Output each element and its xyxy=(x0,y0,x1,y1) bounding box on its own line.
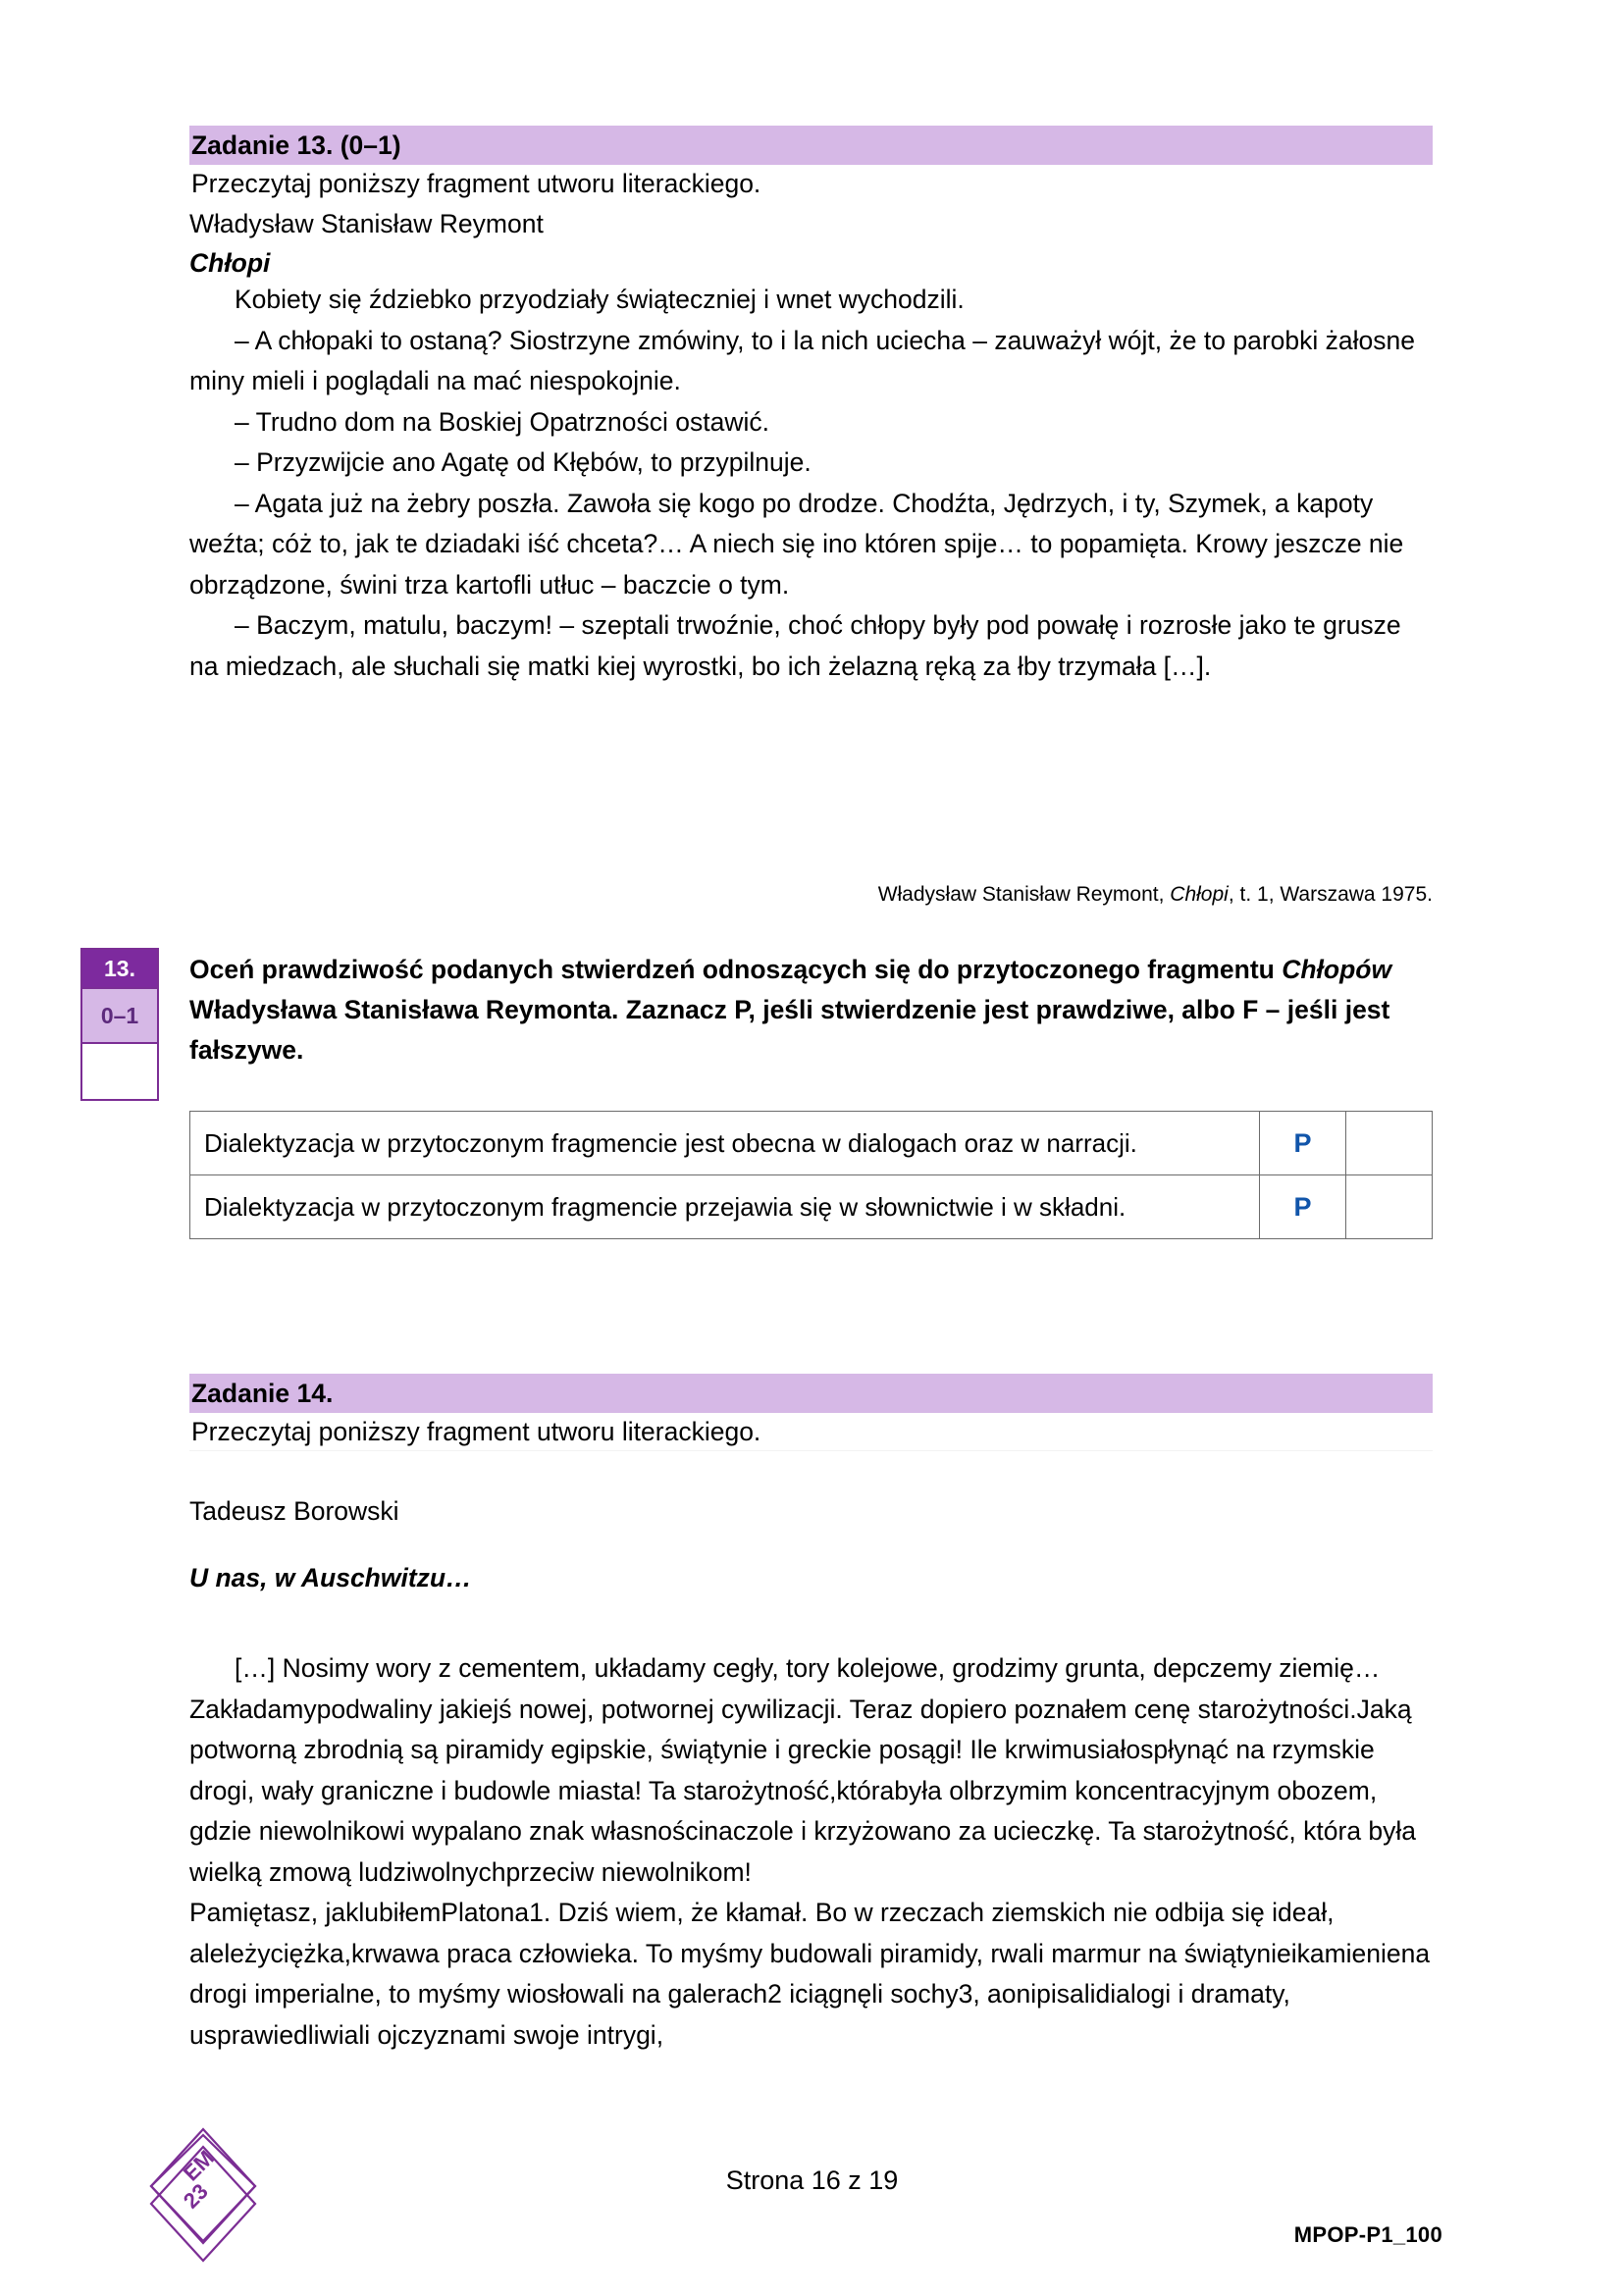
statement-cell: Dialektyzacja w przytoczonym fragmencie przejawia się w słownictwie i w składni. xyxy=(190,1175,1260,1239)
task-13-literary-header xyxy=(189,204,1433,283)
task-14-section xyxy=(189,1374,1433,1451)
answer-cell-false[interactable] xyxy=(1346,1112,1433,1175)
passage-line: – A chłopaki to ostaną? Siostrzyne zmówiny, to i la nich uciecha – zauważył wójt, że to parobki żałosne miny mieli i poglądali na mać niespokojnie. xyxy=(189,325,1415,395)
command-text-part1: Oceń prawdziwość podanych stwierdzeń odnoszących się do przytoczonego fragmentu xyxy=(189,955,1283,984)
sheet-code: MPOP-P1_100 xyxy=(1293,2222,1442,2247)
task-13-work-title: Chłopi xyxy=(189,248,271,278)
true-false-table xyxy=(189,1111,1433,1239)
score-box-blank[interactable] xyxy=(82,1044,157,1099)
divider xyxy=(189,1450,1433,1451)
page-footer xyxy=(0,2124,1624,2296)
passage-line: […] Nosimy wory z cementem, układamy cegły, tory kolejowe, grodzimy grunta, depczemy ziemię… Zakładamypodwaliny jakiejś nowej, potwornej cywilizacji. Teraz dopiero poznałem cenę starożytności.Jaką potworną zbrodnią są piramidy egipskie, świątynie i greckie posągi! Ile krwimusiałospłynąć na rzymskie drogi, wały graniczne i budowle miasta! Ta starożytność,którabyła olbrzymim koncentracyjnym obozem, gdzie niewolnikowi wypalano znak własnościnaczole i krzyżowano za ucieczkę. Ta starożytność, która była wielką zmową ludziwolnychprzeciw niewolnikom! xyxy=(189,1653,1417,1887)
task-14-banner: Zadanie 14. xyxy=(189,1374,1433,1413)
passage-line: – Baczym, matulu, baczym! – szeptali trwoźnie, choć chłopy były pod powałę i rozrosłe jako te grusze na miedzach, ale słuchali się matki kiej wyrostki, bo ich żelazną ręką za łby trzymała […]. xyxy=(189,610,1401,681)
passage-line: Pamiętasz, jaklubiłemPlatona1. Dziś wiem, że kłamał. Bo w rzeczach ziemskich nie odbija się ideał, aleleżyciężka,krwawa praca człowieka. To myśmy budowali piramidy, rwali marmur na świątynieikamieniena drogi imperialne, to myśmy wiosłowali na galerach2 iciągnęli sochy3, aonipisalidialogi i dramaty, usprawiedliwiali ojczyznami swoje intrygi, xyxy=(189,1898,1431,2050)
command-work-title: Chłopów xyxy=(1282,955,1392,984)
source-publication: , t. 1, Warszawa 1975. xyxy=(1228,883,1433,906)
passage-line: – Agata już na żebry poszła. Zawoła się kogo po drodze. Chodźta, Jędrzych, i ty, Szymek, a kapoty weźta; cóż to, jak te dziadaki iść chceta?… A niech się ino któren spije… to popamięta. Krowy jeszcze nie obrządzone, świni trza kartofli utłuc – baczcie o tym. xyxy=(189,488,1404,600)
score-box-range: 0–1 xyxy=(82,987,157,1044)
task-14-instruction: Przeczytaj poniższy fragment utworu literackiego. xyxy=(191,1417,761,1446)
task-13-answer-table-wrap xyxy=(189,1111,1433,1239)
task-14-passage xyxy=(189,1648,1433,2056)
task-14-work-title: U nas, w Auschwitzu… xyxy=(189,1563,472,1592)
score-box-number: 13. xyxy=(82,950,157,987)
svg-text:EM: EM xyxy=(178,2145,219,2186)
task-14-title-wrap xyxy=(189,1558,1433,1597)
task-13-section xyxy=(189,126,1433,202)
answer-cell-true[interactable]: P xyxy=(1260,1175,1346,1239)
table-row xyxy=(190,1112,1433,1175)
answer-cell-false[interactable] xyxy=(1346,1175,1433,1239)
statement-cell: Dialektyzacja w przytoczonym fragmencie jest obecna w dialogach oraz w narracji. xyxy=(190,1112,1260,1175)
task-13-banner: Zadanie 13. (0–1) xyxy=(189,126,1433,165)
passage-line: Kobiety się ździebko przyodziały świąteczniej i wnet wychodzili. xyxy=(235,285,965,314)
source-author: Władysław Stanisław Reymont, xyxy=(877,883,1171,906)
passage-line: – Przyzwijcie ano Agatę od Kłębów, to przypilnuje. xyxy=(235,447,812,477)
task-13-command xyxy=(189,950,1406,1070)
page-number: Strona 16 z 19 xyxy=(725,2166,899,2195)
svg-text:23: 23 xyxy=(178,2178,213,2214)
table-row xyxy=(190,1175,1433,1239)
task-14-author-wrap xyxy=(189,1491,1433,1531)
source-title: Chłopi xyxy=(1170,883,1229,906)
answer-cell-true[interactable]: P xyxy=(1260,1112,1346,1175)
task-13-author: Władysław Stanisław Reymont xyxy=(189,209,544,238)
score-box-13 xyxy=(80,948,159,1101)
command-text-part2: Władysława Stanisława Reymonta. Zaznacz P, jeśli stwierdzenie jest prawdziwe, albo F – jeśli jest fałszywe. xyxy=(189,995,1390,1065)
task-13-source xyxy=(189,880,1433,910)
task-13-instruction: Przeczytaj poniższy fragment utworu literackiego. xyxy=(191,169,761,198)
task-13-passage xyxy=(189,280,1433,687)
task-14-author: Tadeusz Borowski xyxy=(189,1496,399,1526)
passage-line: – Trudno dom na Boskiej Opatrzności ostawić. xyxy=(235,406,769,437)
